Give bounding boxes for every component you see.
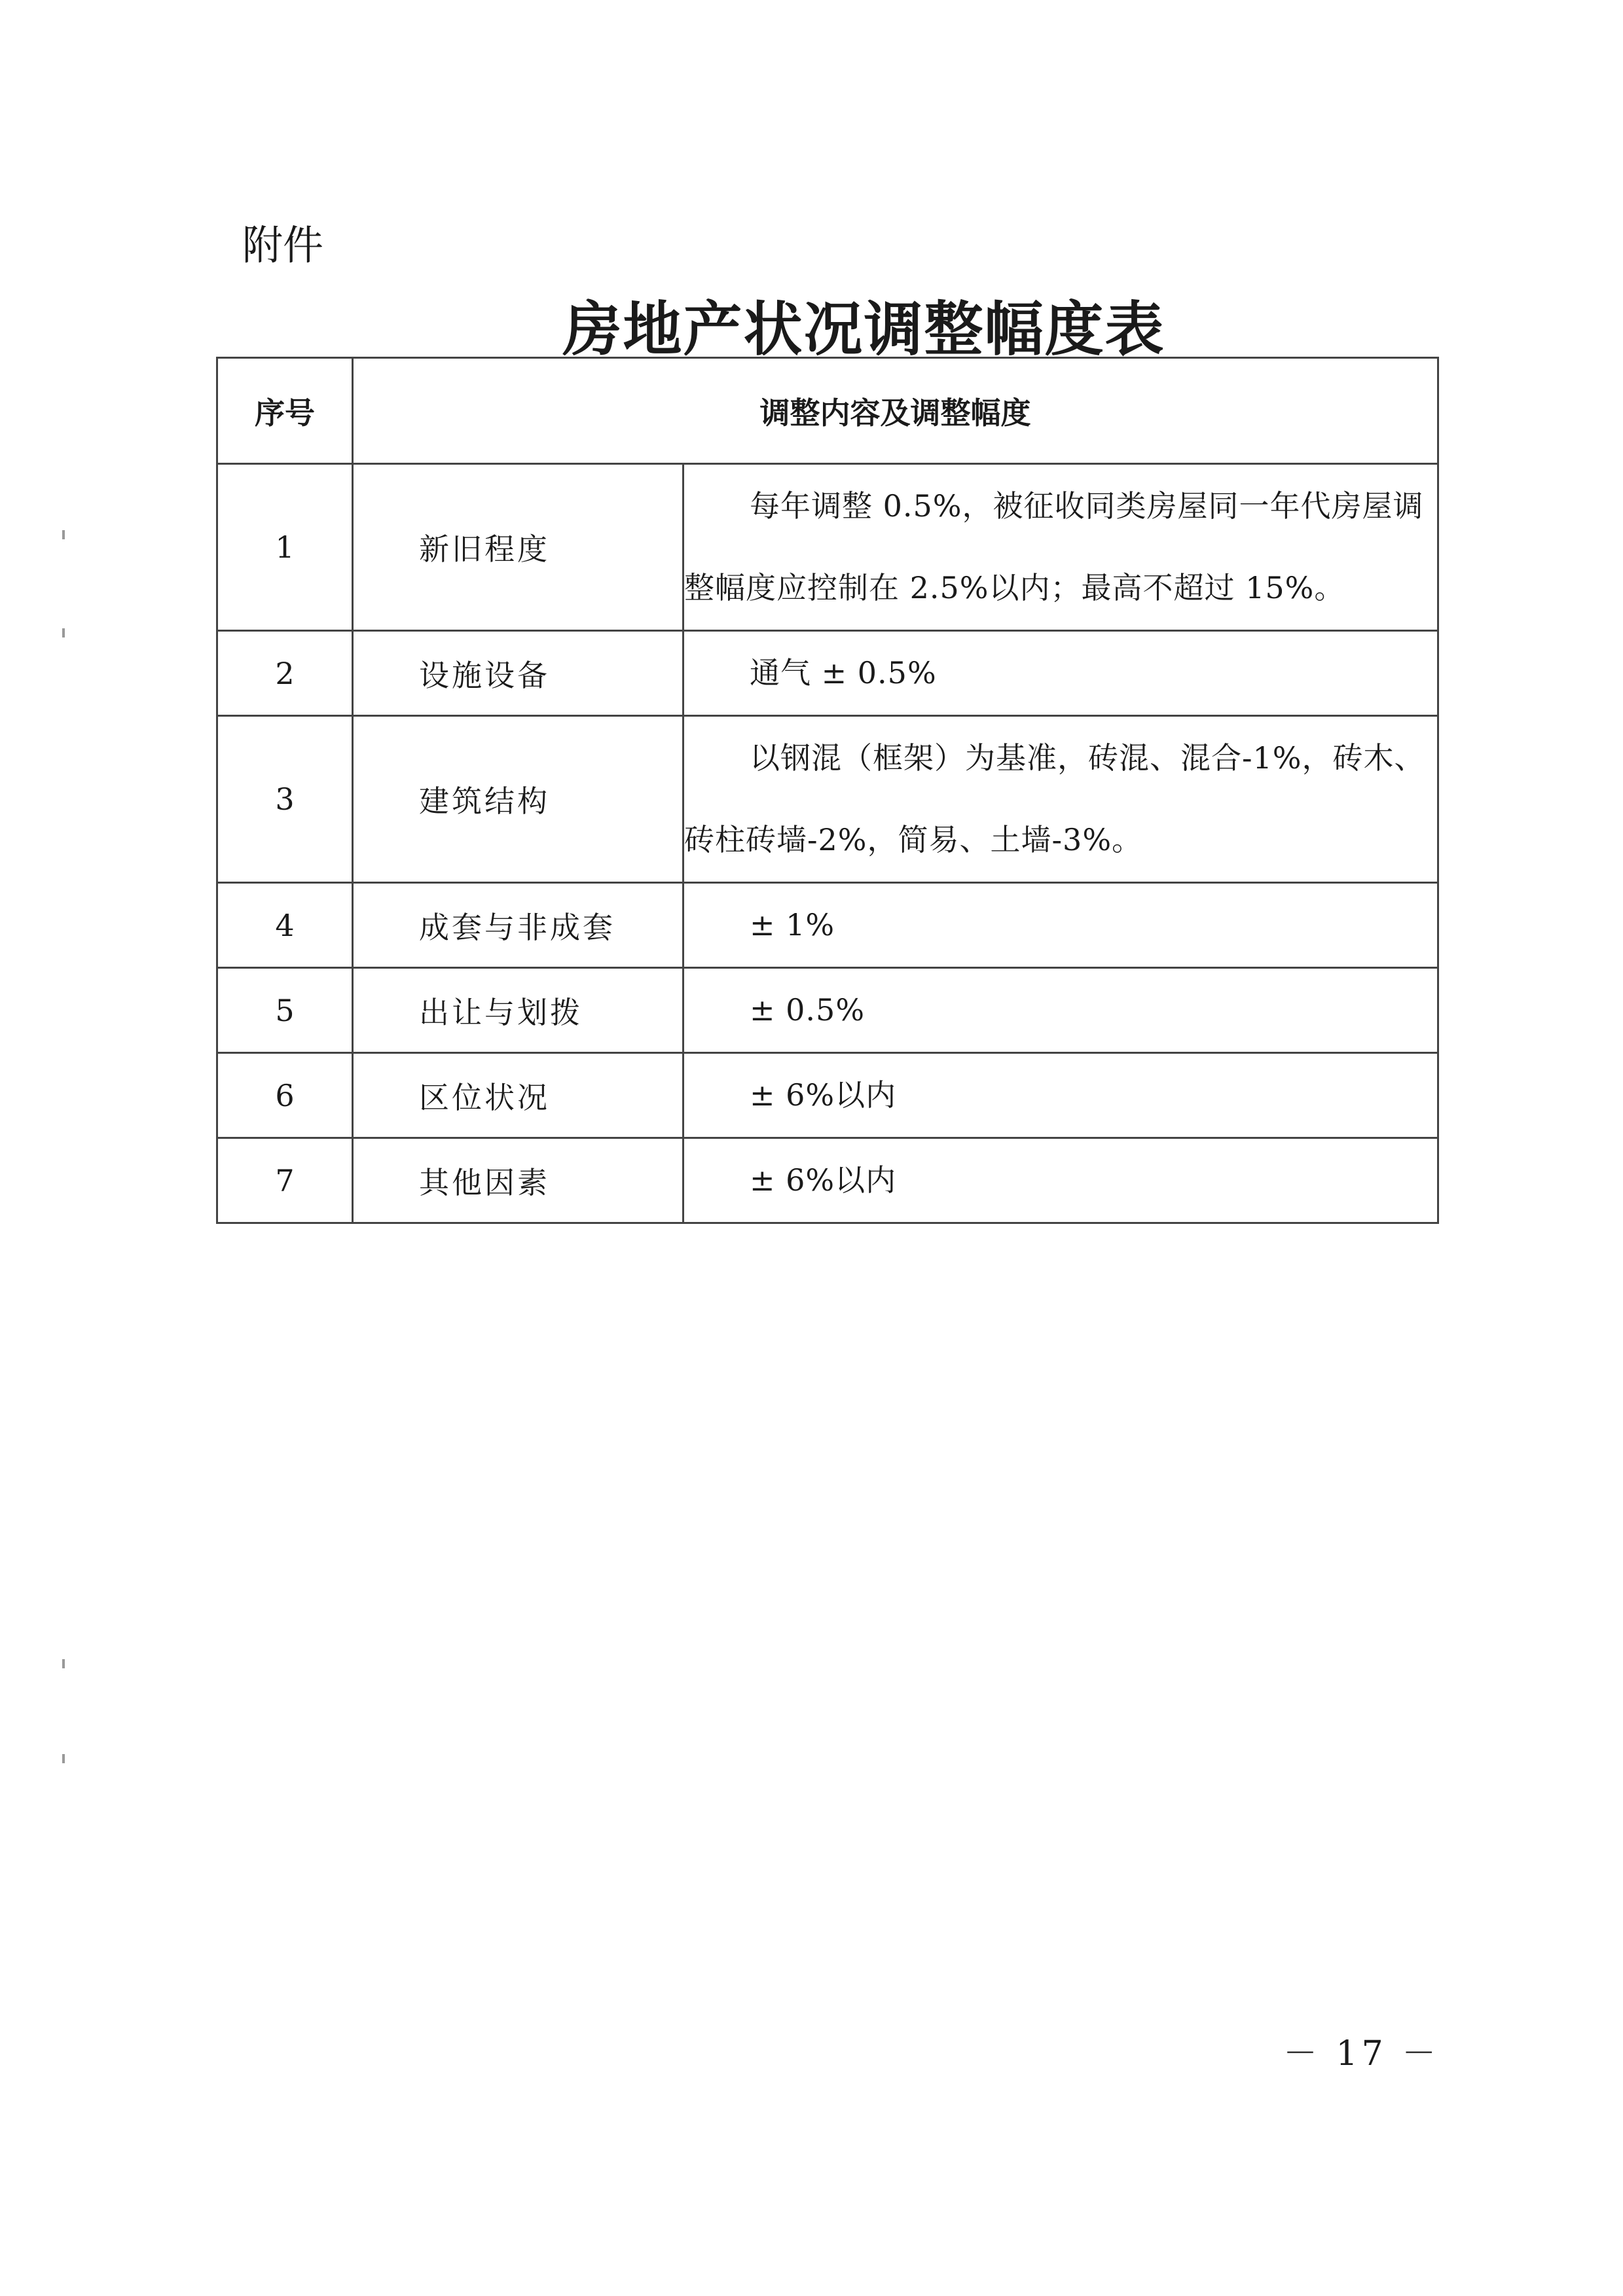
row-range [684, 968, 1438, 1053]
binding-hole-mark [62, 530, 65, 539]
row-number: 5 [217, 968, 353, 1053]
attachment-label: 附件 [242, 221, 324, 269]
document-title: 房地产状况调整幅度表 [562, 295, 1165, 364]
row-range-text: 通气 ± 0.5% [750, 655, 937, 691]
row-range-text: ± 1% [750, 907, 835, 942]
row-factor: 出让与划拨 [353, 968, 684, 1053]
binding-hole-mark [62, 1754, 65, 1763]
table-row [217, 716, 1438, 883]
row-factor: 区位状况 [353, 1053, 684, 1138]
row-range [684, 716, 1438, 883]
row-range-text: ± 6%以内 [750, 1077, 897, 1113]
row-number: 3 [217, 716, 353, 883]
adjustment-table [216, 357, 1439, 1224]
row-range [684, 883, 1438, 968]
row-range-text: ± 6%以内 [750, 1162, 897, 1198]
table-row [217, 1138, 1438, 1223]
row-number: 4 [217, 883, 353, 968]
row-number: 1 [217, 464, 353, 631]
page-number: － 17 － [1283, 2034, 1440, 2073]
row-range-text: 以钢混（框架）为基准，砖混、混合-1%，砖木、砖柱砖墙-2%，简易、土墙-3%。 [684, 740, 1425, 857]
row-factor: 设施设备 [353, 631, 684, 716]
row-range-text: 每年调整 0.5%，被征收同类房屋同一年代房屋调整幅度应控制在 2.5%以内；最高不超过 15%。 [684, 488, 1424, 605]
row-range [684, 1053, 1438, 1138]
header-content: 调整内容及调整幅度 [353, 358, 1438, 464]
row-number: 7 [217, 1138, 353, 1223]
row-range-text: ± 0.5% [750, 992, 866, 1028]
row-range [684, 464, 1438, 631]
table-row [217, 883, 1438, 968]
binding-hole-mark [62, 628, 65, 637]
row-factor: 建筑结构 [353, 716, 684, 883]
table-row [217, 968, 1438, 1053]
table-row [217, 1053, 1438, 1138]
row-factor: 新旧程度 [353, 464, 684, 631]
row-number: 2 [217, 631, 353, 716]
row-number: 6 [217, 1053, 353, 1138]
table-row [217, 464, 1438, 631]
row-range [684, 631, 1438, 716]
table-row [217, 631, 1438, 716]
header-number: 序号 [217, 358, 353, 464]
row-factor: 其他因素 [353, 1138, 684, 1223]
table-header-row [217, 358, 1438, 464]
row-factor: 成套与非成套 [353, 883, 684, 968]
binding-hole-mark [62, 1659, 65, 1668]
row-range [684, 1138, 1438, 1223]
